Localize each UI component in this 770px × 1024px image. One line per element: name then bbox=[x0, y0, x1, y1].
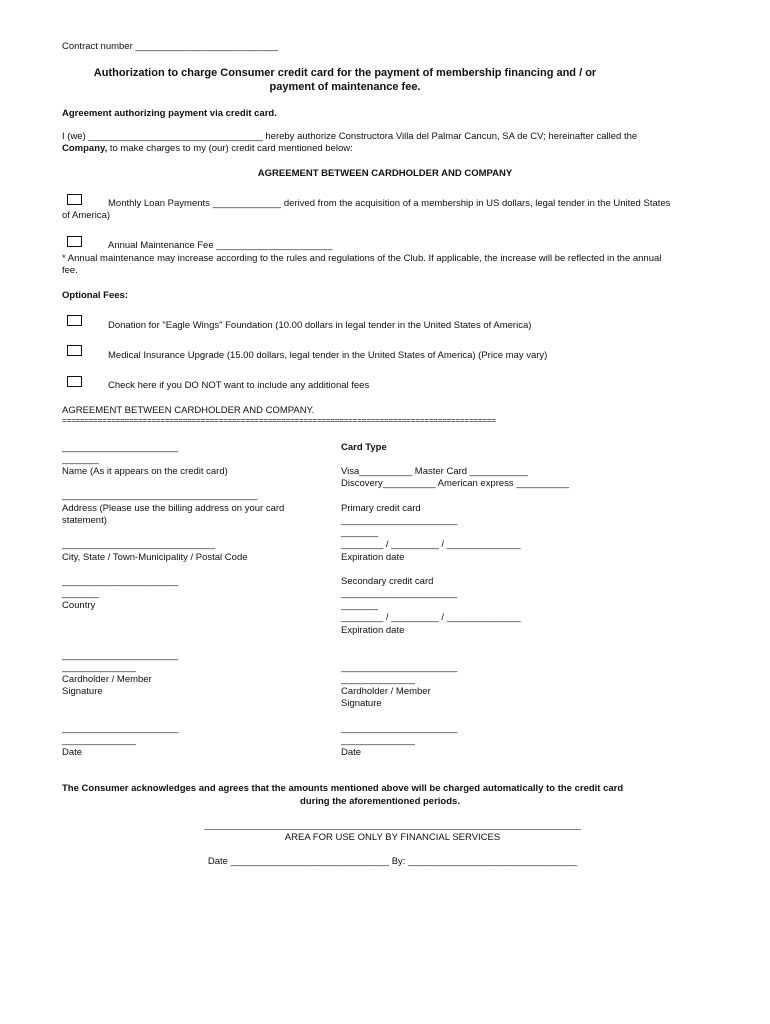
left-signature-blank[interactable]: ______________________ bbox=[62, 650, 179, 661]
right-date-blank[interactable]: ______________________ bbox=[341, 723, 458, 734]
right-signature-label-line2: Signature bbox=[341, 698, 382, 709]
address-label-line2: statement) bbox=[62, 515, 107, 526]
financial-top-line: _____________________________________________________________________________________ bbox=[204, 820, 581, 830]
secondary-card-blank-cont: _______ bbox=[341, 600, 378, 611]
agreement-heading: Agreement authorizing payment via credit card. bbox=[62, 108, 277, 119]
left-date-label: Date bbox=[62, 747, 83, 758]
card-type-line2[interactable]: Discovery__________ American express __________ bbox=[341, 478, 570, 489]
authorization-rest: to make charges to my (our) credit card mentioned below: bbox=[107, 143, 353, 154]
company-label: Company, bbox=[62, 143, 108, 154]
name-label: Name (As it appears on the credit card) bbox=[62, 466, 228, 477]
primary-card-blank[interactable]: ______________________ bbox=[341, 515, 458, 526]
secondary-expiration-label: Expiration date bbox=[341, 625, 405, 636]
maintenance-note-cont: fee. bbox=[62, 265, 78, 276]
address-blank[interactable]: _____________________________________ bbox=[62, 490, 258, 501]
maintenance-fee-checkbox[interactable] bbox=[67, 236, 82, 247]
acknowledgement-line1: The Consumer acknowledges and agrees that the amounts mentioned above will be charged automatically to the credit card bbox=[62, 783, 624, 794]
left-signature-label-line1: Cardholder / Member bbox=[62, 674, 152, 685]
primary-expiration-label: Expiration date bbox=[341, 552, 405, 563]
medical-label: Medical Insurance Upgrade (15.00 dollars, legal tender in the United States of America) (Price may vary) bbox=[108, 350, 548, 361]
no-fees-checkbox[interactable] bbox=[67, 376, 82, 387]
separator-line: ================================================================================================= bbox=[62, 416, 496, 425]
authorization-line: I (we) _________________________________ hereby authorize Constructora Villa del Palmar Cancun, SA de CV; hereinafter called the bbox=[62, 131, 638, 142]
name-blank-cont: _______ bbox=[62, 454, 99, 465]
left-signature-label-line2: Signature bbox=[62, 686, 103, 697]
address-label-line1: Address (Please use the billing address on your card bbox=[62, 503, 285, 514]
secondary-card-label: Secondary credit card bbox=[341, 576, 434, 587]
city-label: City, State / Town-Municipality / Postal Code bbox=[62, 552, 248, 563]
secondary-card-blank[interactable]: ______________________ bbox=[341, 588, 458, 599]
authorization-line2 bbox=[62, 143, 353, 154]
city-blank[interactable]: _____________________________ bbox=[62, 539, 216, 550]
secondary-expiration-blank[interactable]: ________ / _________ / ______________ bbox=[341, 612, 521, 623]
no-fees-label: Check here if you DO NOT want to include any additional fees bbox=[108, 380, 370, 391]
medical-checkbox[interactable] bbox=[67, 345, 82, 356]
country-blank-cont: _______ bbox=[62, 588, 99, 599]
primary-expiration-blank[interactable]: ________ / _________ / ______________ bbox=[341, 539, 521, 550]
card-type-label: Card Type bbox=[341, 442, 387, 453]
monthly-loan-label: Monthly Loan Payments _____________ derived from the acquisition of a membership in US dollars, legal tender in the United States bbox=[108, 198, 671, 209]
country-blank[interactable]: ______________________ bbox=[62, 576, 179, 587]
right-date-label: Date bbox=[341, 747, 362, 758]
card-type-line1[interactable]: Visa__________ Master Card ___________ bbox=[341, 466, 528, 477]
section-heading: AGREEMENT BETWEEN CARDHOLDER AND COMPANY bbox=[257, 168, 513, 179]
financial-date-by[interactable]: Date ______________________________ By: ________________________________ bbox=[207, 856, 578, 867]
country-label: Country bbox=[62, 600, 96, 611]
monthly-loan-label-cont: of America) bbox=[62, 210, 111, 221]
optional-fees-heading: Optional Fees: bbox=[62, 290, 128, 301]
right-signature-label-line1: Cardholder / Member bbox=[341, 686, 431, 697]
maintenance-note: * Annual maintenance may increase according to the rules and regulations of the Club. If applicable, the increase will be reflected in the annual bbox=[62, 253, 662, 264]
right-signature-blank[interactable]: ______________________ bbox=[341, 662, 458, 673]
maintenance-fee-label: Annual Maintenance Fee ______________________ bbox=[108, 240, 333, 251]
primary-card-label: Primary credit card bbox=[341, 503, 421, 514]
right-signature-blank-cont: ______________ bbox=[341, 674, 415, 685]
financial-area-label: AREA FOR USE ONLY BY FINANCIAL SERVICES bbox=[284, 832, 501, 843]
agreement-plain-heading: AGREEMENT BETWEEN CARDHOLDER AND COMPANY. bbox=[62, 405, 315, 416]
document-title-line2: payment of maintenance fee. bbox=[269, 81, 421, 93]
monthly-loan-checkbox[interactable] bbox=[67, 194, 82, 205]
right-date-blank-cont: ______________ bbox=[341, 735, 415, 746]
name-blank[interactable]: ______________________ bbox=[62, 442, 179, 453]
acknowledgement-line2: during the aforementioned periods. bbox=[300, 796, 460, 807]
left-date-blank-cont: ______________ bbox=[62, 735, 136, 746]
left-date-blank[interactable]: ______________________ bbox=[62, 723, 179, 734]
contract-number-field[interactable]: Contract number ___________________________ bbox=[62, 41, 279, 52]
left-signature-blank-cont: ______________ bbox=[62, 662, 136, 673]
donation-checkbox[interactable] bbox=[67, 315, 82, 326]
donation-label: Donation for "Eagle Wings" Foundation (10.00 dollars in legal tender in the United States of America) bbox=[108, 320, 532, 331]
primary-card-blank-cont: _______ bbox=[341, 527, 378, 538]
document-title-line1: Authorization to charge Consumer credit card for the payment of membership financing and / or bbox=[93, 67, 597, 79]
